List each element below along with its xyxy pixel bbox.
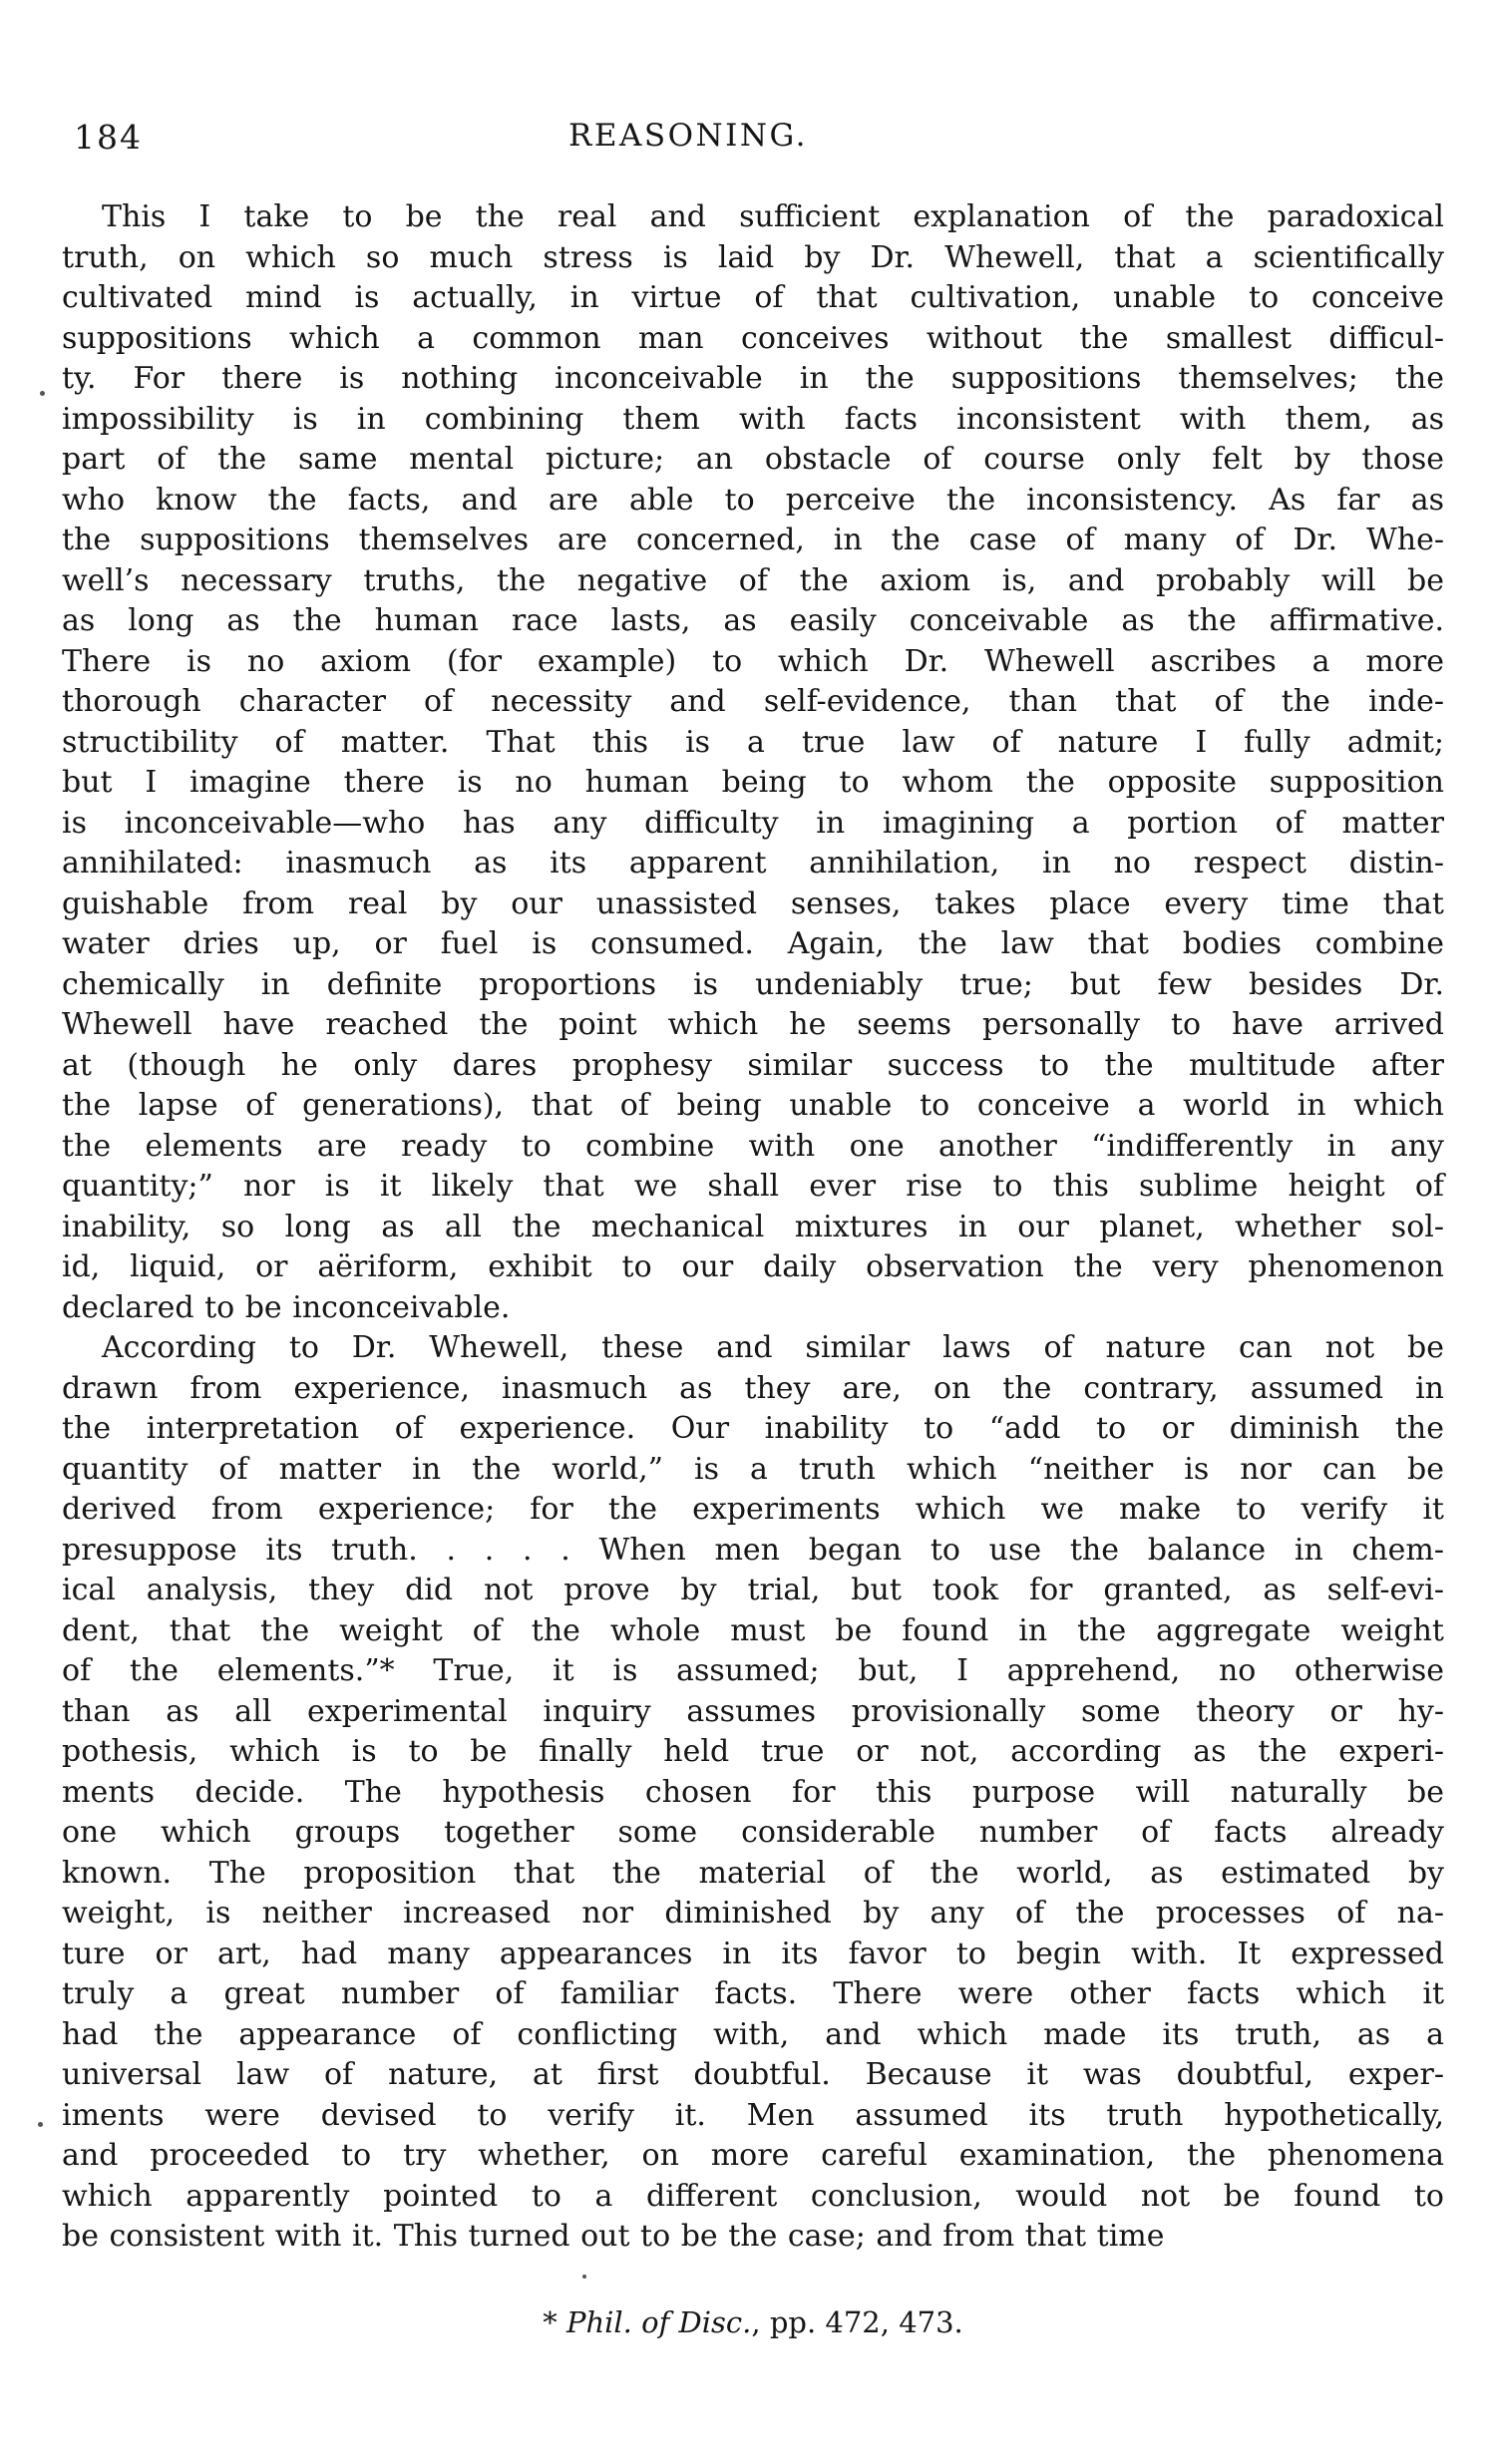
footnote [62,2305,1444,2339]
text-line: declared to be inconceivable. [62,1289,511,1325]
text-line: thorough character of necessity and self-evidence, than that of the inde- [62,684,1444,719]
text-line: derived from experience; for the experiments which we make to verify it [62,1492,1444,1527]
text-line: as long as the human race lasts, as easily conceivable as the affirmative. [62,603,1444,638]
text-line: There is no axiom (for example) to which Dr. Whewell ascribes a more [62,643,1444,679]
text-line: the interpretation of experience. Our inability to “add to or diminish the [62,1411,1444,1446]
text-line: suppositions which a common man conceives without the smallest difficul- [62,320,1444,356]
text-line: According to Dr. Whewell, these and similar laws of nature can not be [102,1330,1444,1365]
text-line: dent, that the weight of the whole must be found in the aggregate weight [62,1612,1444,1648]
scan-speck [582,2275,586,2279]
text-line: is inconceivable—who has any difficulty in imagining a portion of matter [62,805,1444,841]
text-line: which apparently pointed to a different conclusion, would not be found to [62,2178,1444,2214]
footnote-source-title: Phil. of Disc. [565,2305,752,2339]
text-line: well’s necessary truths, the negative of the axiom is, and probably will be [62,562,1444,598]
text-line: and proceeded to try whether, on more careful examination, the phenomena [62,2138,1444,2173]
text-line: of the elements.”* True, it is assumed; but, I apprehend, no otherwise [62,1653,1444,1688]
scan-speck [38,2122,43,2127]
text-line: at (though he only dares prophesy similar success to the multitude after [62,1047,1444,1083]
text-line: presuppose its truth. . . . . When men began to use the balance in chem- [62,1532,1444,1568]
text-line: part of the same mental picture; an obstacle of course only felt by those [62,442,1444,477]
text-line: the elements are ready to combine with one another “indifferently in any [62,1128,1444,1164]
text-line: weight, is neither increased nor diminished by any of the processes of na- [62,1896,1444,1931]
text-line: truly a great number of familiar facts. There were other facts which it [62,1976,1444,2011]
text-line: but I imagine there is no human being to whom the opposite supposition [62,765,1444,800]
text-line: ical analysis, they did not prove by trial, but took for granted, as self-evi- [62,1573,1444,1607]
text-line: ments decide. The hypothesis chosen for this purpose will naturally be [62,1774,1444,1810]
text-line: be consistent with it. This turned out to be the case; and from that time [62,2219,1165,2254]
scan-speck [40,391,45,396]
text-line: had the appearance of conflicting with, and which made its truth, as a [62,2016,1444,2052]
text-block [62,197,1444,2258]
text-line: cultivated mind is actually, in virtue of that cultivation, unable to conceive [62,280,1444,315]
text-line: one which groups together some considerable number of facts already [62,1815,1444,1850]
text-line: the suppositions themselves are concerned, in the case of many of Dr. Whe- [62,523,1444,557]
footnote-marker: * [543,2305,566,2339]
text-line: impossibility is in combining them with facts inconsistent with them, as [62,401,1444,437]
text-line: Whewell have reached the point which he seems personally to have arrived [62,1007,1444,1042]
text-line: id, liquid, or aëriform, exhibit to our daily observation the very phenomenon [62,1249,1444,1284]
text-line: guishable from real by our unassisted senses, takes place every time that [62,885,1444,921]
text-line: annihilated: inasmuch as its apparent annihilation, in no respect distin- [62,846,1444,880]
text-line: pothesis, which is to be finally held true or not, according as the experi- [62,1734,1444,1769]
text-line: ty. For there is nothing inconceivable in the suppositions themselves; the [62,361,1444,396]
text-line: iments were devised to verify it. Men assumed its truth hypothetically, [62,2097,1444,2133]
text-line: truth, on which so much stress is laid by Dr. Whewell, that a scientifically [62,239,1444,275]
running-title: REASONING. [567,118,809,154]
text-line: ture or art, had many appearances in its favor to begin with. It expressed [62,1936,1444,1971]
text-line: universal law of nature, at first doubtful. Because it was doubtful, exper- [62,2057,1444,2092]
text-line: quantity;” nor is it likely that we shall ever rise to this sublime height of [62,1169,1444,1204]
text-line: structibility of matter. That this is a true law of nature I fully admit; [62,724,1444,760]
text-line: inability, so long as all the mechanical mixtures in our planet, whether sol- [62,1209,1444,1244]
text-line: chemically in definite proportions is undeniably true; but few besides Dr. [62,966,1444,1002]
text-line: known. The proposition that the material of the world, as estimated by [62,1855,1444,1891]
running-header [62,118,1444,166]
text-line: quantity of matter in the world,” is a truth which “neither is nor can be [62,1451,1444,1487]
text-line: than as all experimental inquiry assumes provisionally some theory or hy- [62,1693,1444,1729]
text-line: This I take to be the real and sufficient explanation of the paradoxical [102,199,1444,234]
text-line: who know the facts, and are able to perceive the inconsistency. As far as [62,482,1444,518]
text-line: drawn from experience, inasmuch as they are, on the contrary, assumed in [62,1370,1444,1406]
text-line: the lapse of generations), that of being unable to conceive a world in which [62,1088,1444,1123]
footnote-pages: , pp. 472, 473. [751,2305,963,2339]
page-number: 184 [74,118,143,157]
text-line: water dries up, or fuel is consumed. Again, the law that bodies combine [62,926,1444,961]
